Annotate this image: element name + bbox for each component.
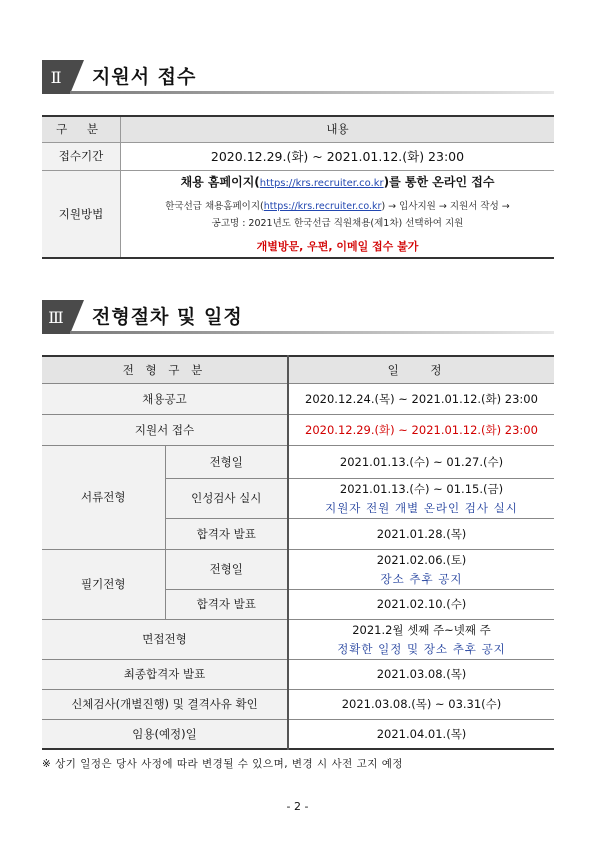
row-label-posting: 채용공고 [42, 383, 288, 414]
application-table [42, 115, 554, 259]
header-schedule: 일 정 [288, 356, 554, 383]
doc-date-value: 2021.01.13.(수) ~ 01.27.(수) [288, 445, 554, 478]
section-title: 지원서 접수 [92, 66, 197, 88]
doc-sub-result: 합격자 발표 [165, 518, 288, 549]
group-written-exam: 필기전형 [42, 549, 165, 619]
row-label-interview: 면접전형 [42, 619, 288, 659]
section-number: Ⅱ [42, 60, 70, 94]
method-warning: 개별방문, 우편, 이메일 접수 불가 [256, 240, 419, 254]
footnote: ※ 상기 일정은 당사 사정에 따라 변경될 수 있으며, 변경 시 사전 고지 예정 [42, 758, 404, 770]
schedule-table [42, 355, 554, 750]
interview-note: 정확한 일정 및 장소 추후 공지 [337, 641, 506, 656]
row-value-application: 2020.12.29.(화) ~ 2021.01.12.(화) 23:00 [288, 414, 554, 445]
written-sub-result: 합격자 발표 [165, 589, 288, 619]
section-header-application [42, 60, 554, 94]
period-label: 접수기간 [42, 142, 121, 170]
row-label-application: 지원서 접수 [42, 414, 288, 445]
doc-result-value: 2021.01.28.(목) [288, 518, 554, 549]
written-date-value: 2021.02.06.(토) 장소 추후 공지 [288, 549, 554, 589]
doc-sub-personality: 인성검사 실시 [165, 478, 288, 518]
period-value: 2020.12.29.(화) ~ 2021.01.12.(화) 23:00 [121, 142, 555, 170]
row-value-hire: 2021.04.01.(목) [288, 719, 554, 749]
row-value-health: 2021.03.08.(목) ~ 03.31(수) [288, 689, 554, 719]
method-content: 채용 홈페이지(https://krs.recruiter.co.kr)를 통한 온라인 접수 한국선급 채용홈페이지(https://krs.recruiter.co.kr) → 입사지원 → 지원서 작성 → 공고명 : 2021년도 한국선급 직원채용(제1차) 선택하여 지원 개별방문, 우편, 이메일 접수 불가 [121, 170, 555, 258]
recruit-homepage-link-2[interactable]: https://krs.recruiter.co.kr [263, 201, 382, 213]
doc-personality-value: 2021.01.13.(수) ~ 01.15.(금) 지원자 전원 개별 온라인 검사 실시 [288, 478, 554, 518]
page-number: - 2 - [286, 800, 309, 813]
header-stage: 전 형 구 분 [42, 356, 288, 383]
doc-sub-date: 전형일 [165, 445, 288, 478]
method-label: 지원방법 [42, 170, 121, 258]
written-date-note: 장소 추후 공지 [380, 571, 463, 586]
row-value-interview: 2021.2월 셋째 주~넷째 주 정확한 일정 및 장소 추후 공지 [288, 619, 554, 659]
section-number: Ⅲ [42, 300, 70, 334]
doc-personality-note: 지원자 전원 개별 온라인 검사 실시 [325, 500, 518, 515]
row-label-final: 최종합격자 발표 [42, 659, 288, 689]
header-content: 내용 [121, 116, 555, 142]
recruit-homepage-link[interactable]: https://krs.recruiter.co.kr [259, 178, 384, 190]
header-category: 구 분 [42, 116, 121, 142]
section-header-schedule [42, 300, 554, 334]
method-posting-name: 공고명 : 2021년도 한국선급 직원채용(제1차) 선택하여 지원 [211, 218, 464, 230]
row-value-posting: 2020.12.24.(목) ~ 2021.01.12.(화) 23:00 [288, 383, 554, 414]
row-label-health: 신체검사(개별진행) 및 결격사유 확인 [42, 689, 288, 719]
row-value-final: 2021.03.08.(목) [288, 659, 554, 689]
written-result-value: 2021.02.10.(수) [288, 589, 554, 619]
group-document-screening: 서류전형 [42, 445, 165, 549]
section-title: 전형절차 및 일정 [92, 306, 243, 328]
written-sub-date: 전형일 [165, 549, 288, 589]
row-label-hire: 임용(예정)일 [42, 719, 288, 749]
